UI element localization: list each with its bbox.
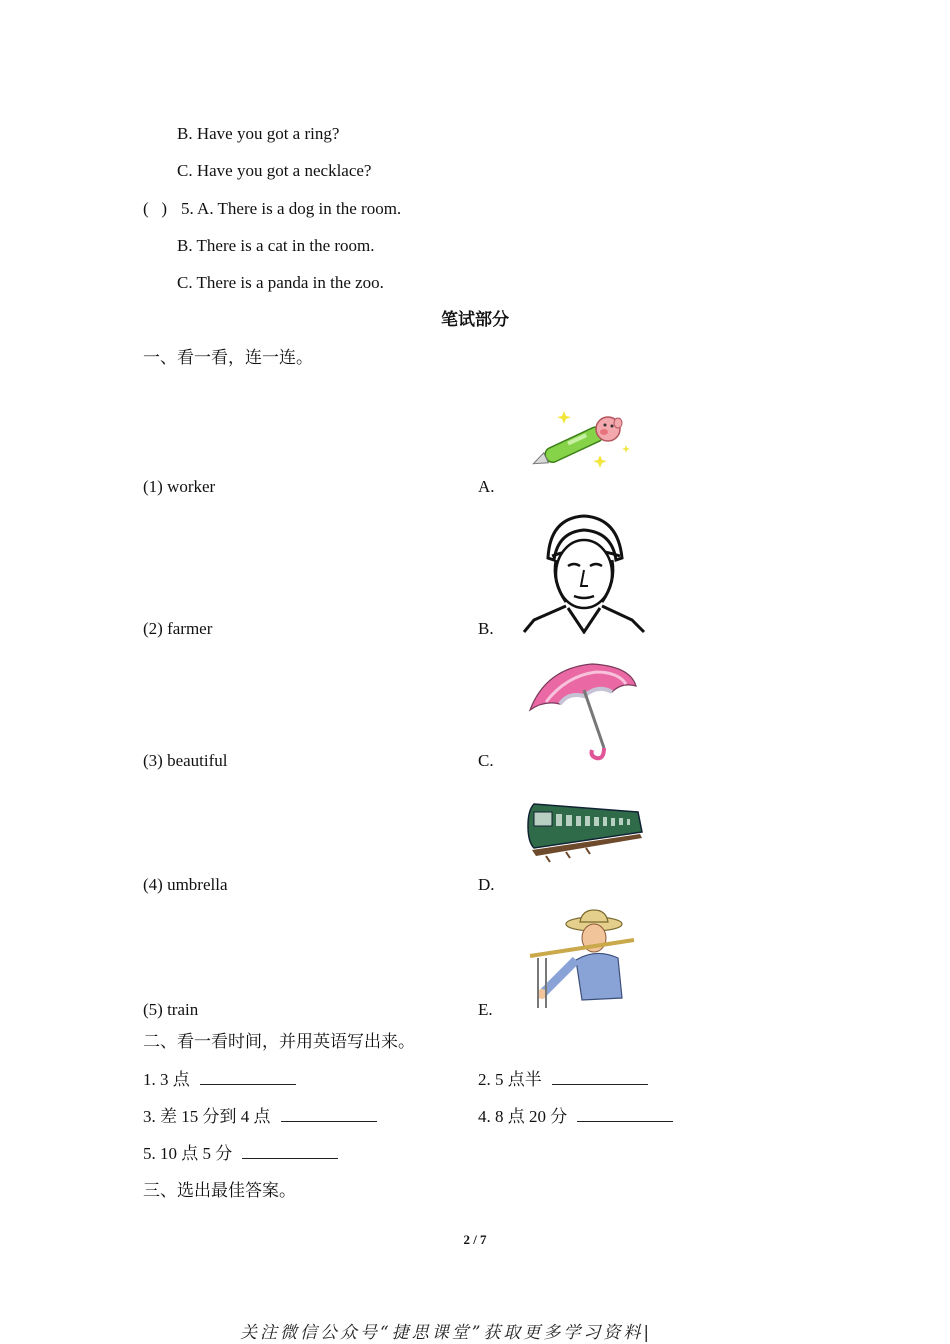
letter-a: A. — [478, 477, 495, 496]
q4-option-b: B. Have you got a ring? — [177, 124, 340, 143]
letter-d: D. — [478, 875, 495, 894]
worker-icon — [522, 510, 646, 634]
section3-title: 三、选出最佳答案。 — [143, 1181, 296, 1200]
time-item-2: 2. 5 点半 — [478, 1070, 648, 1090]
time-item-1: 1. 3 点 — [143, 1070, 296, 1090]
word-beautiful: (3) beautiful — [143, 751, 228, 770]
answer-blank-2[interactable] — [552, 1070, 648, 1085]
q5-answer-bracket[interactable]: ( ) — [143, 199, 168, 218]
umbrella-icon — [526, 662, 640, 764]
section2-title: 二、看一看时间，并用英语写出来。 — [143, 1032, 415, 1051]
answer-blank-1[interactable] — [200, 1070, 296, 1085]
pen-icon — [528, 405, 638, 475]
letter-c: C. — [478, 751, 494, 770]
letter-b: B. — [478, 619, 494, 638]
q5-option-b: B. There is a cat in the room. — [177, 236, 375, 255]
answer-blank-4[interactable] — [577, 1107, 673, 1122]
farmer-icon — [526, 908, 638, 1012]
answer-blank-3[interactable] — [281, 1107, 377, 1122]
time-item-4: 4. 8 点 20 分 — [478, 1107, 673, 1127]
word-train: (5) train — [143, 1000, 199, 1019]
word-umbrella: (4) umbrella — [143, 875, 228, 894]
page-number: 2 / 7 — [463, 1232, 487, 1247]
section1-title: 一、看一看，连一连。 — [143, 348, 313, 367]
letter-e: E. — [478, 1000, 493, 1019]
time-item-3: 3. 差 15 分到 4 点 — [143, 1107, 377, 1127]
q4-option-c: C. Have you got a necklace? — [177, 161, 372, 180]
q5-option-c: C. There is a panda in the zoo. — [177, 273, 384, 292]
q5-option-a: 5. A. There is a dog in the room. — [181, 199, 402, 218]
word-worker: (1) worker — [143, 477, 216, 496]
answer-blank-5[interactable] — [242, 1144, 338, 1159]
time-item-5: 5. 10 点 5 分 — [143, 1144, 338, 1164]
footer-note: 关注微信公众号“捷思课堂”获取更多学习资料| — [240, 1323, 653, 1343]
train-icon — [526, 798, 644, 866]
word-farmer: (2) farmer — [143, 619, 213, 638]
written-section-title: 笔试部分 — [441, 310, 509, 329]
